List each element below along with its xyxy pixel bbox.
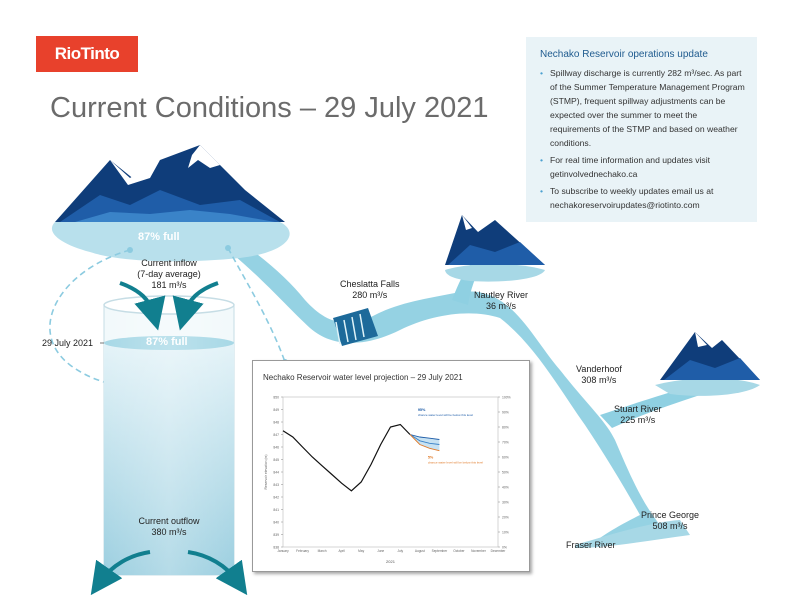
y-left-tick-label: 839 <box>273 533 279 537</box>
cheslatta-falls-label <box>340 279 400 301</box>
location-flow: 308 m³/s <box>581 375 617 385</box>
x-tick-label: September <box>431 549 448 553</box>
stuart-river-label <box>614 404 662 426</box>
y-left-tick-label: 846 <box>273 445 279 450</box>
x-tick-label: October <box>453 549 465 553</box>
y-right-tick-label: 70% <box>502 440 509 445</box>
large-mountain-icon <box>55 145 285 222</box>
x-tick-label: December <box>490 549 506 553</box>
x-tick-label: February <box>296 549 309 553</box>
y-right-tick-label: 60% <box>502 455 509 460</box>
update-bullet-website: • For real time information and updates visit getinvolvednechako.ca <box>550 153 747 181</box>
y-left-tick-label: 850 <box>273 395 279 400</box>
page-title: Current Conditions – 29 July 2021 <box>50 92 489 124</box>
y-right-tick-label: 80% <box>502 425 509 430</box>
chart-plot <box>253 361 529 571</box>
water-level-chart <box>252 360 530 572</box>
chart-title: Nechako Reservoir water level projection – 29 July 2021 <box>263 373 463 382</box>
inflow-label-group <box>118 258 220 291</box>
outflow-label: Current outflow <box>138 516 200 526</box>
y-left-tick-label: 844 <box>273 470 279 475</box>
x-tick-label: January <box>277 549 289 553</box>
y-left-tick-label: 843 <box>273 483 279 487</box>
update-bullet-subscribe: • To subscribe to weekly updates email us at nechakoreservoirupdates@riotinto.com <box>550 184 747 212</box>
rio-tinto-logo: RioTinto <box>36 36 138 72</box>
location-flow: 225 m³/s <box>620 415 656 425</box>
y-right-tick-label: 50% <box>502 470 509 475</box>
y-left-tick-label: 838 <box>273 545 279 550</box>
annotation-95pct-label: 95% <box>417 407 426 412</box>
stuart-mountain-icon <box>655 332 760 396</box>
x-tick-label: August <box>414 549 425 553</box>
x-tick-label: May <box>358 549 365 553</box>
x-tick-label: April <box>338 549 345 553</box>
nautley-mountain-icon <box>445 215 545 282</box>
annotation-5pct-text: chance water level will be below this level <box>427 460 484 465</box>
plot-frame <box>283 397 498 547</box>
tank-percent-full: 87% full <box>146 336 188 348</box>
prince-george-label <box>641 510 699 532</box>
location-name: Vanderhoof <box>576 364 622 374</box>
y-right-tick-label: 100% <box>502 395 511 400</box>
y-axis-label: Reservoir elevation (m) <box>264 454 268 490</box>
y-right-tick-label: 20% <box>502 515 509 520</box>
y-right-tick-label: 0% <box>502 545 507 550</box>
inflow-label: Current inflow <box>141 258 197 268</box>
update-box-title: Nechako Reservoir operations update <box>540 49 708 60</box>
location-flow: 36 m³/s <box>486 301 517 311</box>
inflow-sublabel: (7-day average) <box>137 269 201 279</box>
y-left-tick-label: 845 <box>273 458 279 462</box>
lake-percent-full: 87% full <box>138 231 180 243</box>
y-left-tick-label: 848 <box>273 420 279 425</box>
nautley-river-label <box>474 290 528 312</box>
outflow-label-group <box>118 516 220 538</box>
annotation-5pct-label: 5% <box>427 455 434 460</box>
x-axis-label: 2021 <box>386 559 395 564</box>
y-left-tick-label: 840 <box>273 520 279 525</box>
y-left-tick-label: 847 <box>273 433 279 437</box>
location-name: Nautley River <box>474 290 529 300</box>
inflow-value: 181 m³/s <box>151 280 187 290</box>
x-tick-label: June <box>377 549 385 553</box>
y-right-tick-label: 90% <box>502 410 509 415</box>
y-left-tick-label: 841 <box>273 508 279 512</box>
y-right-tick-label: 30% <box>502 500 509 505</box>
y-right-tick-label: 40% <box>502 485 509 490</box>
series-historical-line <box>283 425 410 491</box>
location-flow: 280 m³/s <box>352 290 388 300</box>
y-right-tick-label: 10% <box>502 530 509 535</box>
annotation-95pct-text: chance water level will be below this level <box>417 412 474 417</box>
outflow-value: 380 m³/s <box>151 527 187 537</box>
y-left-tick-label: 849 <box>273 408 279 412</box>
update-bullet-spillway: • Spillway discharge is currently 282 m³/sec. As part of the Summer Temperature Management Program (STMP), frequent spillway adjustments can be expected over the summer to meet the requirements of the STMP and based on weather conditions. <box>550 66 747 150</box>
date-marker: 29 July 2021 <box>42 338 94 348</box>
y-left-tick-label: 842 <box>273 495 279 500</box>
x-tick-label: July <box>397 549 404 553</box>
x-tick-label: November <box>471 549 486 553</box>
location-flow: 508 m³/s <box>652 521 688 531</box>
location-name: Cheslatta Falls <box>340 279 400 289</box>
vanderhoof-label <box>576 364 622 386</box>
location-name: Prince George <box>641 510 700 520</box>
fraser-river-label: Fraser River <box>566 540 616 550</box>
x-tick-label: March <box>317 549 327 553</box>
location-name: Stuart River <box>614 404 662 414</box>
